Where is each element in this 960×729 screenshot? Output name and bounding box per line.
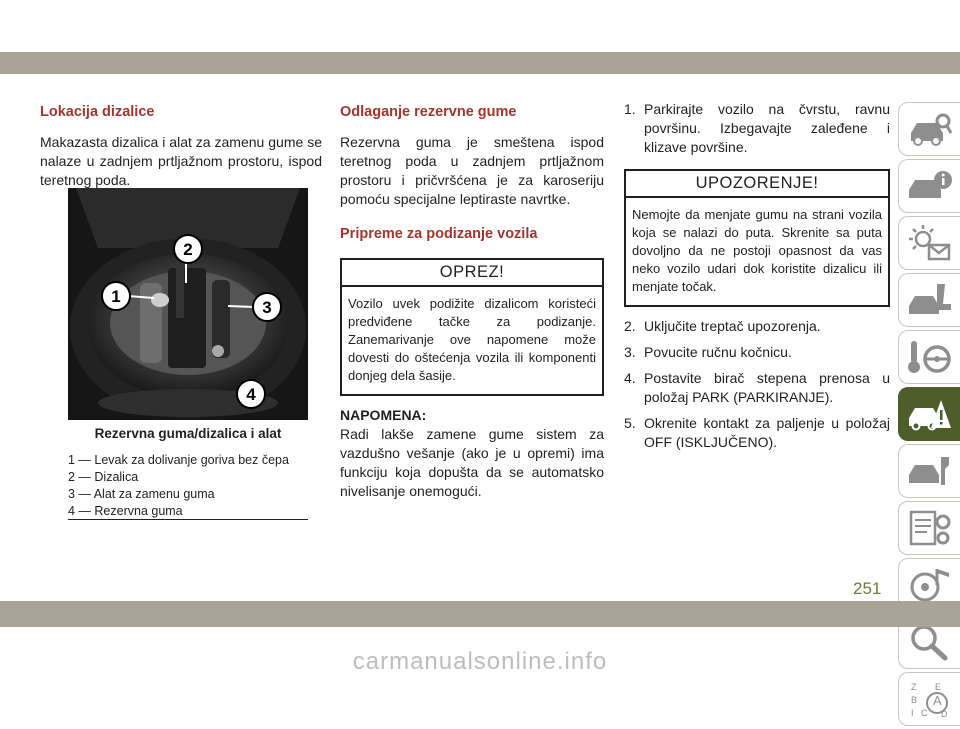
step-text: Okrenite kontakt za paljenje u položaj OFF (ISKLJUČENO). <box>644 415 890 450</box>
index-letter: C <box>920 708 927 718</box>
tab-car-seat[interactable] <box>898 273 960 327</box>
section-heading: Lokacija dizalice <box>40 104 155 120</box>
figure-legend <box>68 452 308 520</box>
chapter-tabs <box>898 102 960 729</box>
tab-car-info[interactable] <box>898 159 960 213</box>
tab-car-keys[interactable] <box>898 102 960 156</box>
callout-4-label: 4 <box>246 385 256 404</box>
multimedia-icon <box>907 565 953 605</box>
step-text: Postavite birač stepena prenosa u položaj PARK (PARKIRANJE). <box>644 370 890 405</box>
step-number: 2. <box>624 318 636 334</box>
warning-lights-icon <box>907 223 953 263</box>
figure-caption: Rezervna guma/dizalica i alat <box>94 426 282 441</box>
step-text: Povucite ručnu kočnicu. <box>644 344 792 360</box>
paragraph: Rezervna guma je smeštena ispod teretnog poda u zadnjem prtljažnom prostoru i pričvršćena je za karoseriju pomoću specijalne leptiraste navrtke. <box>340 134 604 207</box>
steps-list <box>624 100 890 157</box>
step-number: 4. <box>624 370 636 386</box>
tab-specifications[interactable] <box>898 501 960 555</box>
page-number: 251 <box>853 579 882 598</box>
step-number: 1. <box>624 101 636 117</box>
car-info-icon <box>907 166 953 206</box>
step-text: Parkirajte vozilo na čvrstu, ravnu površinu. Izbegavajte zaleđene i klizave površine. <box>644 101 890 155</box>
section-heading: Odlaganje rezervne gume <box>340 104 517 120</box>
column-2 <box>340 100 604 509</box>
column-3 <box>624 100 890 459</box>
watermark-prefix: carmanualsonline <box>352 648 557 675</box>
index-letter: I <box>910 708 914 718</box>
caution-title: OPREZ! <box>342 260 602 287</box>
section-heading: Pripreme za podizanje vozila <box>340 226 538 242</box>
legend-item: 1 — Levak za dolivanje goriva bez čepa <box>68 453 289 467</box>
warning-title: UPOZORENJE! <box>626 171 888 198</box>
watermark-suffix: .info <box>556 648 608 675</box>
index-letter: D <box>940 709 947 719</box>
column-1 <box>40 100 322 198</box>
paragraph: Makazasta dizalica i alat za zamenu gume se nalaze u zadnjem prtljažnom prostoru, ispod teretnog poda. <box>40 134 322 188</box>
step-number: 3. <box>624 344 636 360</box>
index-letter: E <box>934 682 941 692</box>
index-letter: A <box>932 693 942 708</box>
tab-car-service[interactable] <box>898 444 960 498</box>
language-index-icon <box>907 679 953 719</box>
steering-wheel-icon <box>907 337 953 377</box>
car-seat-icon <box>907 280 953 320</box>
index-letter: B <box>910 695 917 705</box>
index-letter: Z <box>910 682 916 692</box>
tab-warning-lights[interactable] <box>898 216 960 270</box>
car-emergency-icon <box>907 394 953 434</box>
step-number: 5. <box>624 415 636 431</box>
legend-item: 3 — Alat za zamenu guma <box>68 487 215 501</box>
callout-1-label: 1 <box>111 287 121 306</box>
step-text: Uključite treptač upozorenja. <box>644 318 821 334</box>
caution-text: Vozilo uvek podižite dizalicom koristeći predviđene tačke za podizanje. Zanemarivanje ove napomene može dovesti do oštećenja vozila ili komponenti donjeg dela šasije. <box>348 296 596 383</box>
tab-language-index[interactable] <box>898 672 960 726</box>
car-keys-icon <box>907 109 953 149</box>
list-item <box>624 414 890 452</box>
note-title: NAPOMENA: <box>340 407 427 423</box>
callout-3-label: 3 <box>262 298 272 317</box>
watermark <box>0 648 960 676</box>
legend-item: 2 — Dizalica <box>68 470 139 484</box>
callout-2-label: 2 <box>183 240 193 259</box>
spare-tire-photo <box>68 188 308 420</box>
list-item <box>624 100 890 157</box>
legend-item: 4 — Rezervna guma <box>68 504 183 518</box>
specifications-icon <box>907 508 953 548</box>
header-band <box>0 52 960 74</box>
warning-text: Nemojte da menjate gumu na strani vozila koja se nalazi do puta. Skrenite sa puta dovoljno da ne postoji opasnost da vas neko vozilo udari dok koristite dizalicu ili menjate točak. <box>632 207 882 294</box>
tab-emergency[interactable] <box>898 387 960 441</box>
legend-divider <box>68 519 308 520</box>
tab-steering-wheel[interactable] <box>898 330 960 384</box>
warning-box <box>624 169 890 307</box>
car-service-icon <box>907 451 953 491</box>
list-item <box>624 343 890 362</box>
note-text: Radi lakše zamene gume sistem za vazdušno vešanje (ako je u opremi) ima funkciju koja dopušta da se automatsko nivelisanje onemogući. <box>340 426 604 499</box>
steps-list <box>624 317 890 452</box>
list-item <box>624 317 890 336</box>
list-item <box>624 369 890 407</box>
caution-box <box>340 258 604 396</box>
footer-band <box>0 601 960 627</box>
